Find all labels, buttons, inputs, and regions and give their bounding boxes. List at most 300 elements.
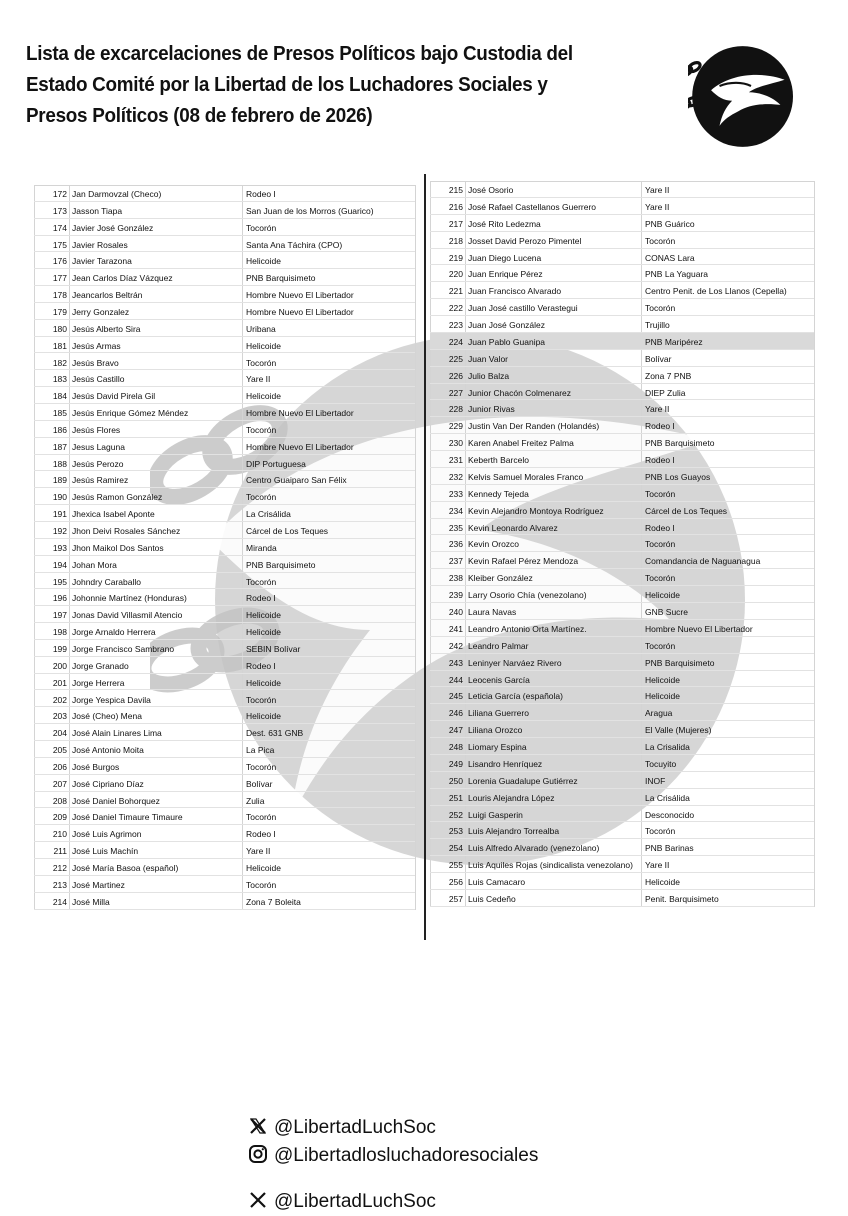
row-number: 221 [448, 286, 463, 297]
row-number: 196 [52, 593, 67, 604]
prisoner-name: Julio Balza [468, 370, 510, 381]
row-number: 252 [448, 809, 463, 820]
table-row [34, 640, 415, 657]
prisoner-name: Javier José González [72, 222, 154, 233]
row-number: 256 [448, 877, 463, 888]
detention-location: Comandancia de Naguanagua [645, 556, 761, 567]
detention-location: Rodeo I [645, 421, 675, 432]
detention-location: Yare II [645, 201, 670, 212]
prisoner-name: Larry Osorio Chía (venezolano) [468, 590, 587, 601]
detention-location: Helicoide [246, 677, 281, 688]
x-handle[interactable]: @LibertadLuchSoc [274, 1117, 436, 1138]
row-number: 249 [448, 758, 463, 769]
detention-location: Tocuyito [645, 758, 677, 769]
prisoner-name: Jorge Arnaldo Herrera [72, 627, 156, 638]
table-row [34, 320, 415, 337]
prisoner-name: Louris Alejandra López [468, 792, 555, 803]
instagram-logo-icon [248, 1144, 268, 1164]
table-row [34, 354, 415, 371]
row-number: 232 [448, 471, 463, 482]
detention-location: Tocorón [645, 640, 676, 651]
detention-location: Hombre Nuevo El Libertador [246, 441, 354, 452]
row-number: 218 [448, 235, 463, 246]
row-number: 216 [448, 201, 463, 212]
row-number: 200 [52, 660, 67, 671]
table-row [34, 471, 415, 488]
row-number: 188 [52, 458, 67, 469]
table-row [34, 808, 415, 825]
prisoner-name: Luigi Gasperin [468, 809, 523, 820]
x-handle-row-repeat [248, 1190, 436, 1213]
detention-location: La Crisalida [645, 742, 690, 753]
row-number: 212 [52, 863, 67, 873]
table-row [430, 316, 814, 333]
prisoner-name: Jan Darmovzal (Checo) [72, 189, 162, 199]
column-divider [424, 174, 426, 940]
prisoner-name: Jorge Yespica Davila [72, 694, 151, 705]
table-row [34, 455, 415, 472]
table-row [34, 404, 415, 421]
instagram-handle-row [248, 1144, 538, 1167]
row-number: 250 [448, 775, 463, 786]
row-number: 191 [52, 509, 67, 520]
prisoner-name: Juan José González [468, 320, 546, 331]
page-title [26, 38, 587, 131]
table-row [34, 337, 415, 354]
prisoner-name: Liliana Guerrero [468, 708, 529, 719]
prisoner-name: Juan Francisco Alvarado [468, 286, 562, 297]
row-number: 233 [448, 488, 463, 499]
detention-location: Miranda [246, 542, 277, 553]
row-number: 236 [448, 539, 463, 550]
row-number: 246 [448, 708, 463, 719]
table-row [430, 873, 814, 890]
detention-location: Tocorón [645, 826, 676, 837]
dove-logo-icon [688, 44, 793, 149]
row-number: 210 [52, 829, 67, 840]
table-row [430, 384, 814, 401]
table-row [430, 671, 814, 688]
prisoner-name: Jesús David Pirela Gil [72, 391, 156, 402]
table-row [430, 451, 814, 468]
row-number: 189 [52, 475, 67, 486]
prisoner-name: José Osorio [468, 185, 514, 195]
detention-location: Helicoide [645, 691, 680, 702]
detention-location: Tocorón [645, 488, 676, 499]
prisoner-name: José Alain Linares Lima [72, 728, 162, 739]
detention-location: Tocorón [246, 222, 277, 233]
detention-location: GNB Sucre [645, 607, 688, 617]
prisoner-name: Jorge Francisco Sambrano [72, 643, 175, 654]
row-number: 183 [52, 374, 67, 385]
row-number: 244 [448, 674, 463, 685]
prisoner-name: Kleiber González [468, 573, 533, 584]
row-number: 206 [52, 761, 67, 772]
detention-location: Trujillo [645, 320, 670, 331]
table-row [34, 825, 415, 842]
detention-location: Tocorón [246, 424, 277, 435]
table-row [430, 265, 814, 282]
table-row [430, 333, 814, 350]
title-line-1: Lista de excarcelaciones de Presos Políticos bajo Custodia del [26, 42, 573, 65]
table-row [34, 758, 415, 775]
prisoner-name: Juan Valor [468, 353, 509, 364]
detention-location: La Pica [246, 745, 275, 756]
row-number: 229 [448, 421, 463, 432]
table-row [34, 438, 415, 455]
table-row [430, 552, 814, 569]
table-row [34, 606, 415, 623]
detention-location: Rodeo I [246, 593, 276, 604]
table-row [430, 620, 814, 637]
table-row [430, 519, 814, 536]
detention-location: Hombre Nuevo El Libertador [246, 290, 354, 301]
row-number: 241 [448, 623, 463, 634]
table-row [34, 792, 415, 809]
table-row [430, 654, 814, 671]
prisoner-name: José Antonio Moita [72, 745, 144, 756]
row-number: 195 [52, 576, 67, 587]
instagram-handle[interactable]: @Libertadlosluchadoresociales [274, 1145, 539, 1166]
table-row [34, 286, 415, 303]
prisoner-name: Jorge Granado [72, 660, 129, 671]
row-number: 175 [52, 239, 67, 250]
table-row [430, 215, 814, 232]
row-number: 179 [52, 306, 67, 317]
row-number: 253 [448, 826, 463, 837]
detention-location: PNB Guárico [645, 218, 695, 229]
prisoner-name: Juan Pablo Guanipa [468, 336, 546, 347]
prisoner-name: Liliana Orozco [468, 725, 523, 736]
prisoner-name: José Martinez [72, 879, 125, 890]
prisoner-name: Jesús Perozo [72, 458, 124, 469]
row-number: 203 [52, 711, 67, 722]
row-number: 208 [52, 795, 67, 806]
detention-location: Rodeo I [645, 522, 675, 533]
detention-location: Bolívar [645, 353, 672, 364]
table-row [34, 522, 415, 539]
prisoner-name: Kevin Orozco [468, 539, 520, 550]
detention-location: Helicoide [246, 256, 281, 267]
detention-location: PNB Barquisimeto [645, 438, 715, 449]
table-row [430, 637, 814, 654]
detention-location: Helicoide [645, 877, 680, 888]
detention-location: Tocorón [246, 694, 277, 705]
prisoner-name: Kevin Leonardo Alvarez [468, 522, 558, 533]
detention-location: Helicoide [246, 340, 281, 351]
prisoner-name: Leninyer Narváez Rivero [468, 657, 562, 668]
row-number: 230 [448, 438, 463, 449]
prisoner-name: Luis Alfredo Alvarado (venezolano) [468, 843, 600, 854]
detention-location: PNB La Yaguara [645, 269, 709, 280]
table-row [430, 586, 814, 603]
table-row [430, 721, 814, 738]
detention-location: PNB Barquisimeto [645, 657, 715, 668]
detention-location: Cárcel de Los Teques [645, 505, 728, 516]
detention-location: INOF [645, 775, 666, 786]
detention-location: SEBIN Bolívar [246, 643, 301, 654]
prisoner-name: José Cipriano Díaz [72, 778, 144, 789]
table-row [430, 806, 814, 823]
table-row [34, 589, 415, 606]
row-number: 184 [52, 391, 67, 402]
table-row [34, 707, 415, 724]
row-number: 173 [52, 205, 67, 216]
row-number: 228 [448, 404, 463, 415]
row-number: 201 [52, 677, 67, 688]
row-number: 172 [52, 189, 67, 199]
prisoner-name: Keberth Barcelo [468, 455, 529, 466]
table-row [430, 738, 814, 755]
row-number: 215 [448, 185, 463, 195]
prisoner-name: Leandro Palmar [468, 640, 529, 651]
prisoner-name: Karen Anabel Freitez Palma [468, 438, 574, 449]
detention-location: Dest. 631 GNB [246, 728, 304, 739]
detention-location: Rodeo I [246, 189, 276, 199]
table-row [34, 724, 415, 741]
row-number: 225 [448, 353, 463, 364]
detention-location: Helicoide [246, 627, 281, 638]
detention-location: Zona 7 PNB [645, 370, 692, 381]
row-number: 199 [52, 643, 67, 654]
detention-location: Centro Penit. de Los Llanos (Cepella) [645, 286, 787, 297]
table-row [34, 505, 415, 522]
table-row [430, 856, 814, 873]
table-row [430, 434, 814, 451]
row-number: 217 [448, 218, 463, 229]
table-row [430, 400, 814, 417]
x-handle-row [248, 1116, 436, 1139]
detention-location: PNB Barquisimeto [246, 559, 316, 570]
row-number: 198 [52, 627, 67, 638]
table-row [34, 219, 415, 236]
table-row [34, 370, 415, 387]
row-number: 186 [52, 424, 67, 435]
table-row [34, 185, 415, 202]
detention-location: Tocorón [246, 879, 277, 890]
prisoner-name: José Luis Agrimon [72, 829, 142, 840]
prisoner-name: Jesus Laguna [72, 441, 125, 452]
detention-location: Santa Ana Táchira (CPO) [246, 239, 343, 250]
prisoner-name: Javier Rosales [72, 239, 128, 250]
detention-location: Tocorón [645, 539, 676, 550]
x-handle-repeat[interactable]: @LibertadLuchSoc [274, 1191, 436, 1212]
detention-location: Tocorón [246, 761, 277, 772]
prisoner-name: Jhexica Isabel Aponte [72, 509, 155, 520]
row-number: 255 [448, 860, 463, 871]
table-row [430, 687, 814, 704]
detention-location: Tocorón [246, 492, 277, 503]
row-number: 240 [448, 607, 463, 617]
prisoner-name: Jonas David Villasmil Atencio [72, 610, 183, 621]
table-row [430, 890, 814, 907]
detention-location: DIP Portuguesa [246, 458, 306, 469]
row-number: 202 [52, 694, 67, 705]
row-number: 242 [448, 640, 463, 651]
x-logo-icon [248, 1190, 268, 1210]
table-row [34, 269, 415, 286]
detention-location: Uribana [246, 323, 276, 334]
right-table [430, 181, 814, 907]
prisoner-name: José Rafael Castellanos Guerrero [468, 201, 597, 212]
row-number: 197 [52, 610, 67, 621]
detention-location: Yare II [645, 404, 670, 415]
table-grid-line [814, 181, 815, 907]
table-row [34, 303, 415, 320]
row-number: 178 [52, 290, 67, 301]
detention-location: Helicoide [645, 674, 680, 685]
detention-location: Zona 7 Boleita [246, 896, 301, 907]
detention-location: Helicoide [246, 863, 281, 873]
prisoner-name: Jean Carlos Díaz Vázquez [72, 273, 173, 284]
prisoner-name: Johan Mora [72, 559, 117, 570]
row-number: 213 [52, 879, 67, 890]
row-number: 211 [53, 846, 67, 857]
prisoner-name: José María Basoa (español) [72, 863, 179, 873]
row-number: 177 [52, 273, 67, 284]
detention-location: Yare II [645, 860, 670, 871]
prisoner-name: Jesús Castillo [72, 374, 125, 385]
prisoner-name: Jesús Ramirez [72, 475, 129, 486]
prisoner-name: José Milla [72, 896, 110, 907]
table-row [430, 468, 814, 485]
detention-location: Helicoide [246, 610, 281, 621]
prisoner-name: José (Cheo) Mena [72, 711, 142, 722]
row-number: 192 [52, 526, 67, 536]
row-number: 219 [448, 252, 463, 263]
prisoner-name: Johonnie Martínez (Honduras) [72, 593, 187, 604]
prisoner-name: Javier Tarazona [72, 256, 132, 267]
prisoner-name: Jesús Flores [72, 424, 121, 435]
table-row [34, 842, 415, 859]
row-number: 181 [52, 340, 67, 351]
detention-location: Tocorón [246, 812, 277, 823]
detention-location: PNB Barquisimeto [246, 273, 316, 284]
row-number: 238 [448, 573, 463, 584]
prisoner-name: José Daniel Bohorquez [72, 795, 160, 806]
detention-location: Tocorón [645, 573, 676, 584]
row-number: 194 [52, 559, 67, 570]
detention-location: Hombre Nuevo El Libertador [246, 408, 354, 419]
prisoner-name: Junior Chacón Colmenarez [468, 387, 571, 398]
detention-location: PNB Maripérez [645, 336, 703, 347]
detention-location: Aragua [645, 708, 673, 719]
table-row [430, 282, 814, 299]
table-grid-line [415, 185, 416, 910]
row-number: 180 [52, 323, 67, 334]
prisoner-name: Jesús Ramon González [72, 492, 163, 503]
prisoner-name: Jesús Alberto Sira [72, 323, 141, 334]
table-row [430, 755, 814, 772]
detention-location: Tocorón [246, 576, 277, 587]
table-row [34, 691, 415, 708]
table-row [430, 417, 814, 434]
prisoner-name: Kevin Rafael Pérez Mendoza [468, 556, 579, 567]
detention-location: Hombre Nuevo El Libertador [246, 306, 354, 317]
table-row [34, 674, 415, 691]
table-row [430, 789, 814, 806]
prisoner-name: Jhon Maikol Dos Santos [72, 542, 164, 553]
row-number: 185 [52, 408, 67, 419]
table-row [34, 876, 415, 893]
table-row [34, 387, 415, 404]
row-number: 190 [52, 492, 67, 503]
row-number: 193 [52, 542, 67, 553]
table-row [430, 198, 814, 215]
table-row [430, 569, 814, 586]
left-table [34, 185, 415, 909]
prisoner-name: Juan Diego Lucena [468, 252, 542, 263]
row-number: 214 [52, 896, 67, 907]
row-number: 182 [52, 357, 67, 368]
prisoner-name: Luis Camacaro [468, 877, 526, 888]
row-number: 174 [52, 222, 67, 233]
row-number: 237 [448, 556, 463, 567]
prisoner-name: Jesús Enrique Gómez Méndez [72, 408, 189, 419]
detention-location: Desconocido [645, 809, 695, 820]
row-number: 257 [448, 893, 463, 904]
table-row [34, 252, 415, 269]
prisoner-name: José Luis Machín [72, 846, 139, 857]
table-row [34, 556, 415, 573]
table-row [34, 488, 415, 505]
prisoner-name: Jasson Tiapa [72, 205, 123, 216]
row-number: 231 [448, 455, 463, 466]
detention-location: PNB Los Guayos [645, 471, 711, 482]
prisoner-name: Jhon Deivi Rosales Sánchez [72, 526, 181, 536]
table-row [34, 623, 415, 640]
detention-location: La Crisálida [645, 792, 690, 803]
prisoner-name: Jeancarlos Beltrán [72, 290, 143, 301]
table-row [34, 573, 415, 590]
prisoner-name: Junior Rivas [468, 404, 515, 415]
prisoner-name: Lisandro Henríquez [468, 758, 543, 769]
row-number: 235 [448, 522, 463, 533]
detention-location: Cárcel de Los Teques [246, 526, 329, 536]
prisoner-name: Justin Van Der Randen (Holandés) [468, 421, 600, 432]
detention-location: Zulia [246, 795, 265, 806]
detention-location: PNB Barinas [645, 843, 694, 854]
detention-location: Tocorón [645, 235, 676, 246]
table-row [430, 485, 814, 502]
prisoner-name: José Burgos [72, 761, 120, 772]
detention-location: Yare II [246, 846, 271, 857]
detention-location: Rodeo I [246, 660, 276, 671]
prisoner-name: Kennedy Tejeda [468, 488, 529, 499]
table-row [430, 350, 814, 367]
table-row [34, 202, 415, 219]
prisoner-name: Jorge Herrera [72, 677, 125, 688]
row-number: 222 [448, 303, 463, 314]
table-row [430, 502, 814, 519]
row-number: 223 [448, 320, 463, 331]
prisoner-name: Laura Navas [468, 607, 517, 617]
table-row [34, 421, 415, 438]
prisoner-name: José Rito Ledezma [468, 218, 541, 229]
row-number: 207 [52, 778, 67, 789]
detention-location: Tocorón [246, 357, 277, 368]
detention-location: Yare II [246, 374, 271, 385]
row-number: 220 [448, 269, 463, 280]
detention-location: San Juan de los Morros (Guarico) [246, 205, 374, 216]
table-row [34, 893, 415, 910]
detention-location: Helicoide [246, 711, 281, 722]
prisoner-name: Juan José castillo Verastegui [468, 303, 578, 314]
row-number: 247 [448, 725, 463, 736]
detention-location: Helicoide [246, 391, 281, 402]
row-number: 243 [448, 657, 463, 668]
row-number: 251 [448, 792, 463, 803]
